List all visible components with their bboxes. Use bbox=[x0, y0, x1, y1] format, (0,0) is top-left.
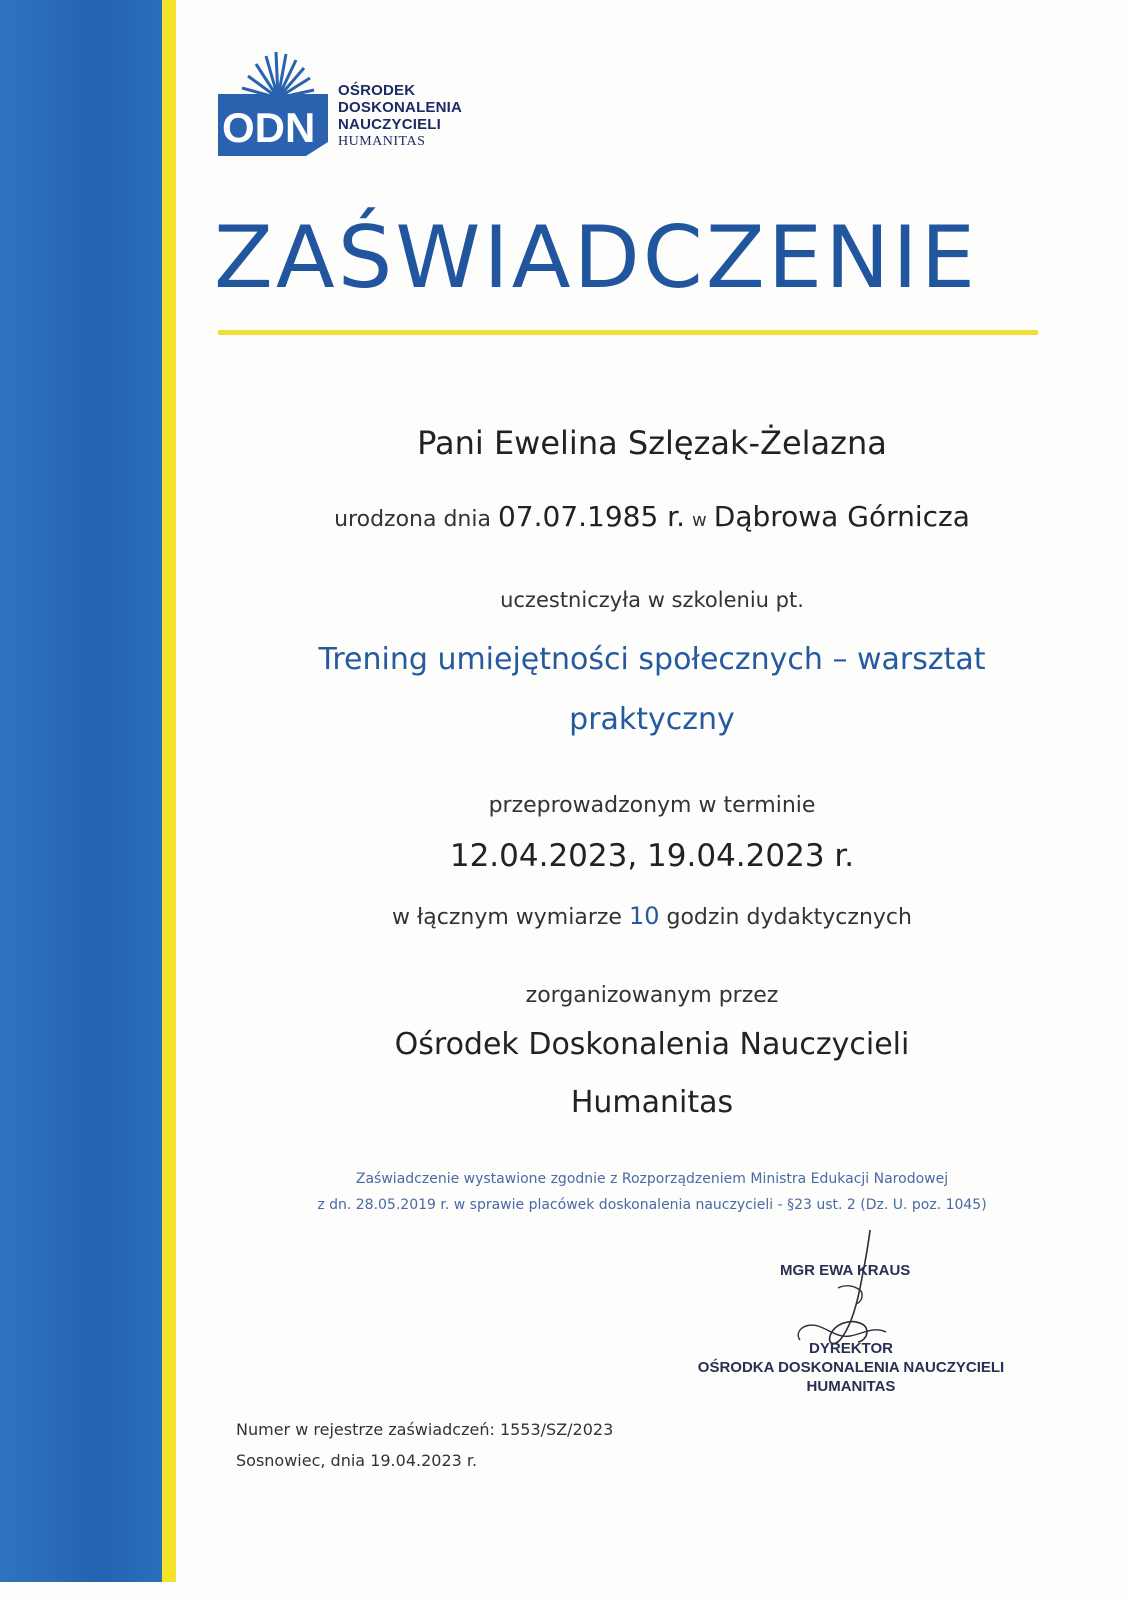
organized-text: zorganizowanym przez bbox=[525, 983, 779, 1008]
recipient-name: Pani Ewelina Szlęzak-Żelazna bbox=[417, 424, 887, 462]
organizer-line-2: Humanitas bbox=[570, 1085, 734, 1120]
left-yellow-band bbox=[162, 0, 176, 1582]
course-title-line-2: praktyczny bbox=[569, 702, 735, 737]
signatory-role: DYREKTOR bbox=[809, 1340, 893, 1357]
svg-text:ODN: ODN bbox=[222, 104, 316, 151]
organizer-line-1: Ośrodek Doskonalenia Nauczycieli bbox=[394, 1027, 910, 1062]
left-blue-band bbox=[0, 0, 162, 1582]
training-dates: 12.04.2023, 19.04.2023 r. bbox=[449, 838, 855, 874]
logo-line-1: OŚRODEK bbox=[338, 82, 416, 99]
born-date: 07.07.1985 r. bbox=[497, 500, 686, 533]
hours-value: 10 bbox=[628, 902, 660, 930]
hours-suffix: godzin dydaktycznych bbox=[666, 905, 912, 930]
participated-text: uczestniczyła w szkoleniu pt. bbox=[500, 588, 804, 612]
legal-note-line-2: z dn. 28.05.2019 r. w sprawie placówek doskonalenia nauczycieli - §23 ust. 2 (Dz. U. poz. 1045) bbox=[317, 1197, 987, 1213]
logo-line-4: HUMANITAS bbox=[338, 134, 426, 149]
signatory-name: MGR EWA KRAUS bbox=[780, 1262, 911, 1279]
birth-info bbox=[176, 500, 1128, 533]
hours-prefix: w łącznym wymiarze bbox=[392, 905, 622, 930]
title-underline bbox=[218, 330, 1038, 335]
signatory-institution: OŚRODKA DOSKONALENIA NAUCZYCIELI bbox=[697, 1359, 1005, 1376]
document-title: ZAŚWIADCZENIE bbox=[214, 208, 979, 308]
logo-line-3: NAUCZYCIELI bbox=[338, 116, 442, 133]
born-prefix: urodzona dnia bbox=[334, 507, 491, 532]
course-title-line-1: Trening umiejętności społecznych – warsztat bbox=[318, 642, 986, 677]
conducted-text: przeprowadzonym w terminie bbox=[488, 793, 816, 818]
hours-info bbox=[176, 902, 1128, 930]
legal-note-line-1: Zaświadczenie wystawione zgodnie z Rozporządzeniem Ministra Edukacji Narodowej bbox=[355, 1171, 949, 1187]
born-place: Dąbrowa Górnicza bbox=[713, 500, 970, 533]
logo-line-2: DOSKONALENIA bbox=[338, 99, 463, 116]
handwritten-signature-icon bbox=[790, 1228, 900, 1358]
born-in: w bbox=[692, 510, 707, 531]
signatory-institution-name: HUMANITAS bbox=[806, 1378, 896, 1395]
place-and-date: Sosnowiec, dnia 19.04.2023 r. bbox=[236, 1451, 478, 1470]
registry-number: Numer w rejestrze zaświadczeń: 1553/SZ/2023 bbox=[236, 1420, 614, 1439]
logo-wordmark bbox=[338, 82, 462, 150]
